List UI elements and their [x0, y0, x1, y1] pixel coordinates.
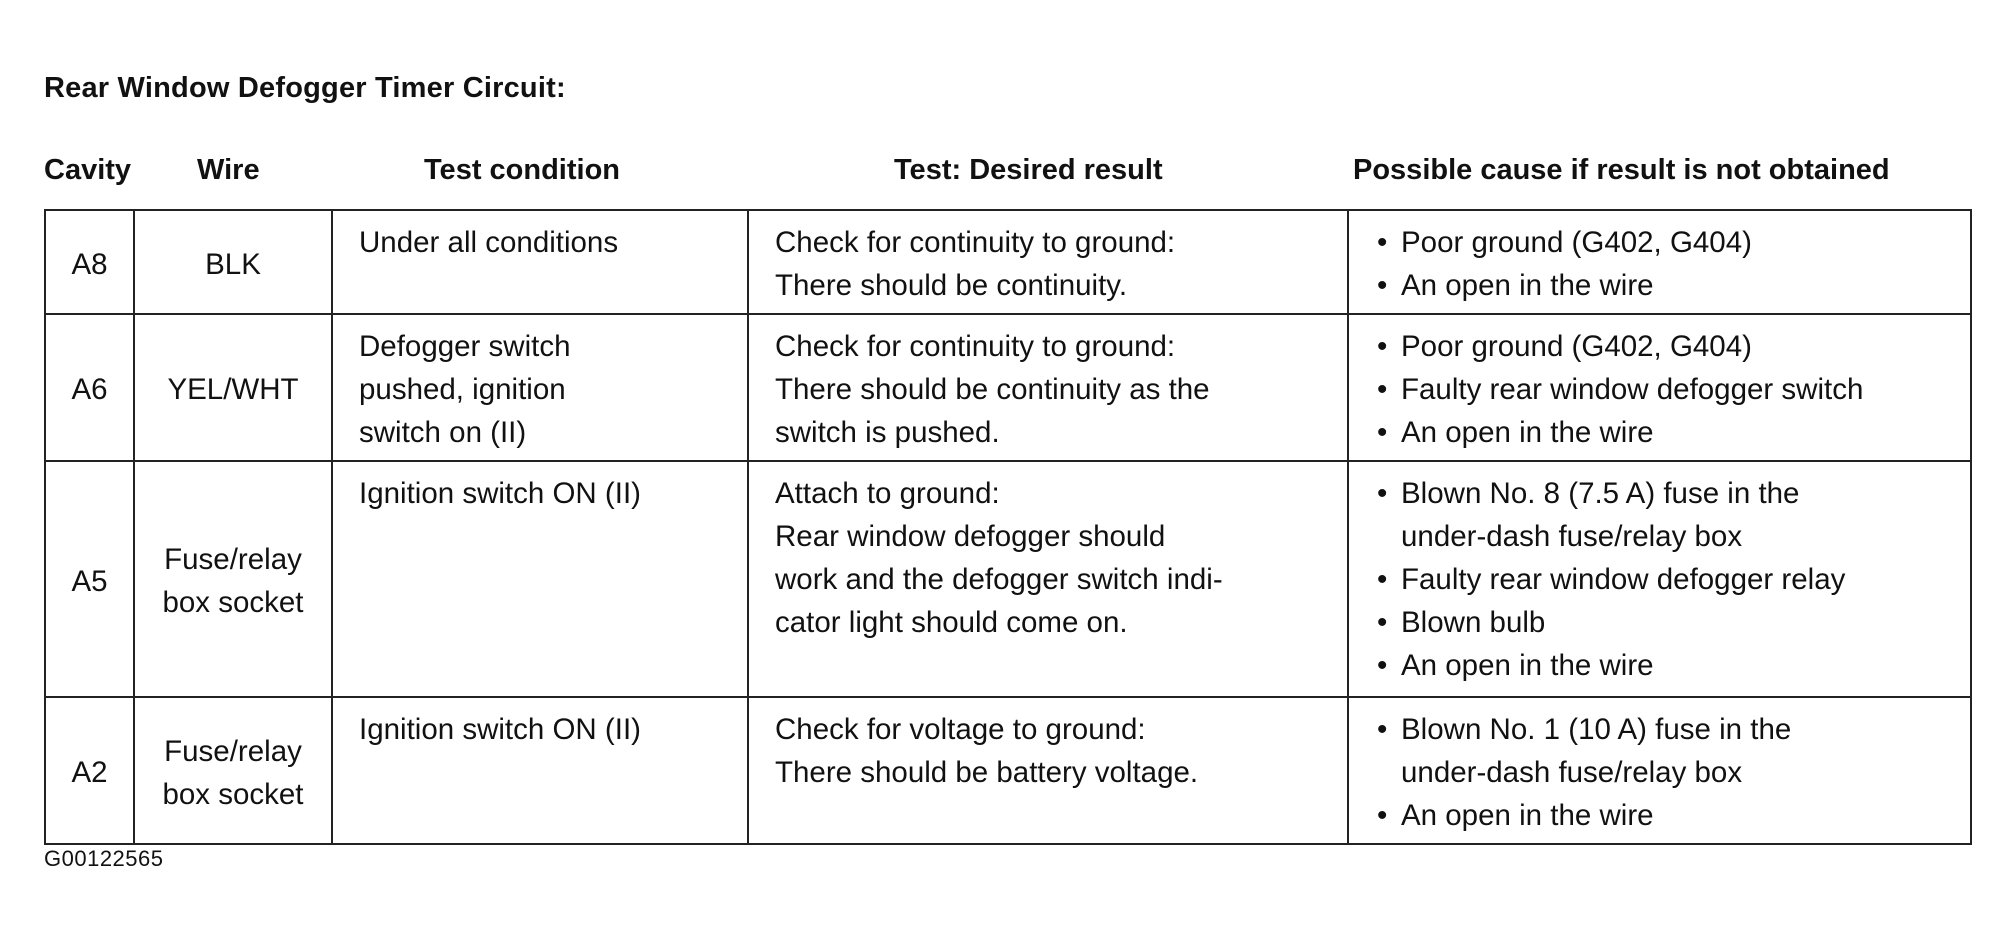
result-line: There should be continuity.: [775, 269, 1128, 302]
header-test-condition: Test condition: [424, 154, 621, 186]
cavity-cell: A8: [45, 210, 134, 314]
header-cavity: Cavity: [44, 154, 132, 186]
possible-cause-cell: [1348, 314, 1971, 461]
condition-line: Under all conditions: [359, 226, 619, 259]
wire-line: BLK: [205, 247, 261, 281]
cause-line: • Blown No. 8 (7.5 A) fuse in the: [1401, 477, 1800, 510]
table-row: [45, 461, 1971, 697]
condition-line: Ignition switch ON (II): [359, 713, 641, 746]
cause-item: [1375, 411, 1952, 454]
possible-cause-cell: [1348, 461, 1971, 697]
cause-line: under-dash fuse/relay box: [1401, 520, 1743, 553]
cause-line: • Poor ground (G402, G404): [1401, 226, 1752, 259]
wire-cell: [134, 314, 332, 461]
table-body: [45, 210, 1971, 844]
desired-result-cell: [748, 461, 1348, 697]
cavity-cell: A6: [45, 314, 134, 461]
wire-cell: [134, 697, 332, 844]
condition-line: switch on (II): [359, 416, 527, 449]
test-condition-cell: [332, 210, 748, 314]
cause-line: • Poor ground (G402, G404): [1401, 330, 1752, 363]
cause-item: [1375, 644, 1952, 687]
cause-item: [1375, 558, 1952, 601]
cause-line: • An open in the wire: [1401, 269, 1654, 302]
cause-line: under-dash fuse/relay box: [1401, 756, 1743, 789]
cavity-cell: A5: [45, 461, 134, 697]
possible-cause-cell: [1348, 697, 1971, 844]
cause-item: [1375, 325, 1952, 368]
result-line: Check for continuity to ground:: [775, 330, 1176, 363]
cause-line: • Blown bulb: [1401, 606, 1546, 639]
result-line: Attach to ground:: [775, 477, 1000, 510]
wire-line: box socket: [162, 777, 304, 811]
desired-result-cell: [748, 210, 1348, 314]
cause-list: [1375, 221, 1952, 307]
desired-result-cell: [748, 697, 1348, 844]
wire-line: Fuse/relay: [164, 734, 302, 768]
test-condition-cell: [332, 314, 748, 461]
table-row: [45, 210, 1971, 314]
cause-item: [1375, 601, 1952, 644]
wire-line: box socket: [162, 586, 304, 619]
cause-item: [1375, 708, 1952, 794]
header-possible-cause: Possible cause if result is not obtained: [1353, 154, 1890, 186]
condition-line: pushed, ignition: [359, 373, 566, 406]
cause-line: • An open in the wire: [1401, 649, 1654, 682]
cause-item: [1375, 264, 1952, 307]
cause-list: [1375, 472, 1952, 687]
result-line: work and the defogger switch indi-: [775, 563, 1223, 596]
result-line: switch is pushed.: [775, 416, 1000, 449]
cause-item: [1375, 472, 1952, 558]
wire-cell: [134, 461, 332, 697]
wire-line: YEL/WHT: [167, 373, 299, 406]
page-title: Rear Window Defogger Timer Circuit:: [44, 72, 566, 104]
possible-cause-cell: [1348, 210, 1971, 314]
table-row: [45, 314, 1971, 461]
result-line: There should be continuity as the: [775, 373, 1210, 406]
header-wire: Wire: [197, 154, 260, 186]
cause-list: [1375, 708, 1952, 837]
cause-line: • An open in the wire: [1401, 799, 1654, 832]
test-condition-cell: [332, 697, 748, 844]
cause-item: [1375, 368, 1952, 411]
result-line: There should be battery voltage.: [775, 756, 1199, 789]
test-table: [44, 209, 1972, 845]
condition-line: Defogger switch: [359, 330, 571, 363]
header-desired-result: Test: Desired result: [894, 154, 1163, 186]
condition-line: Ignition switch ON (II): [359, 477, 641, 510]
cause-line: • Blown No. 1 (10 A) fuse in the: [1401, 713, 1792, 746]
cavity-cell: A2: [45, 697, 134, 844]
cause-line: • Faulty rear window defogger switch: [1401, 373, 1864, 406]
cause-item: [1375, 794, 1952, 837]
table-header: [0, 154, 2005, 194]
result-line: cator light should come on.: [775, 606, 1128, 639]
table-row: [45, 697, 1971, 844]
wire-line: Fuse/relay: [164, 543, 302, 576]
result-line: Check for voltage to ground:: [775, 713, 1146, 746]
cause-line: • Faulty rear window defogger relay: [1401, 563, 1846, 596]
result-line: Check for continuity to ground:: [775, 226, 1176, 259]
result-line: Rear window defogger should: [775, 520, 1166, 553]
figure-id: G00122565: [44, 846, 164, 871]
test-condition-cell: [332, 461, 748, 697]
cause-item: [1375, 221, 1952, 264]
cause-line: • An open in the wire: [1401, 416, 1654, 449]
wire-cell: [134, 210, 332, 314]
cause-list: [1375, 325, 1952, 454]
desired-result-cell: [748, 314, 1348, 461]
